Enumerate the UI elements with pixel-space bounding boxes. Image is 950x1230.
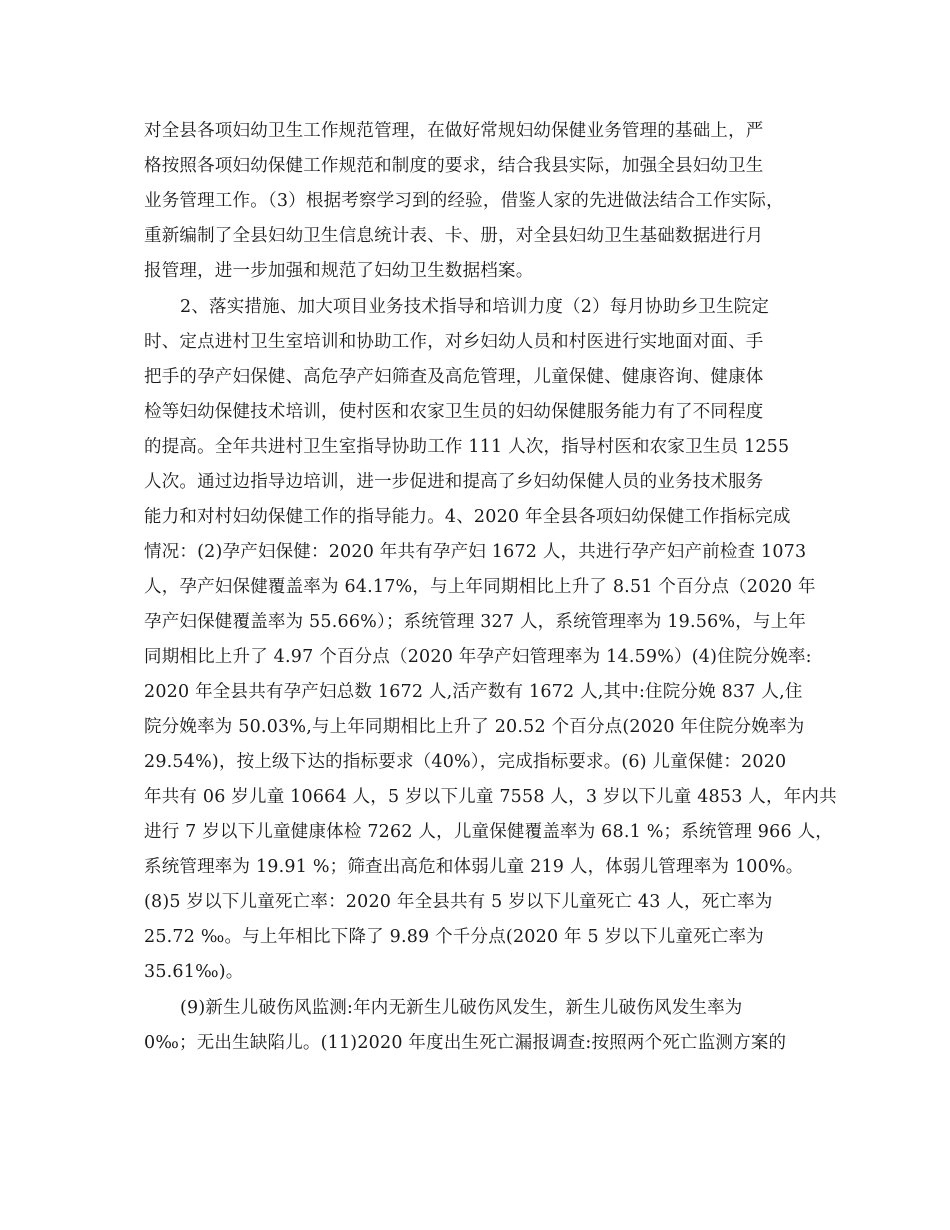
paragraph-line-18: 院分娩率为 50.03%,与上年同期相比上升了 20.52 个百分点(2020 年住院分娩率为 (144, 717, 805, 737)
paragraph-line-17: 2020 年全县共有孕产妇总数 1672 人,活产数有 1672 人,其中:住院分娩 837 人,住 (144, 682, 803, 702)
paragraph-line-3: 业务管理工作。（3）根据考察学习到的经验，借鉴人家的先进做法结合工作实际， (144, 191, 784, 211)
paragraph-line-15: 孕产妇保健覆盖率为 55.66%）；系统管理 327 人，系统管理率为 19.56%，与上年 (144, 612, 807, 632)
paragraph-line-19: 29.54%)，按上级下达的指标要求（40%），完成指标要求。(6) 儿童保健：2020 (144, 752, 787, 772)
paragraph-line-10: 的提高。全年共进村卫生室指导协助工作 111 人次，指导村医和农家卫生员 1255 (144, 437, 790, 457)
paragraph-line-11: 人次。通过边指导边培训，进一步促进和提高了乡妇幼保健人员的业务技术服务 (144, 472, 764, 492)
paragraph-line-4: 重新编制了全县妇幼卫生信息统计表、卡、册，对全县妇幼卫生基础数据进行月 (144, 226, 764, 246)
paragraph-line-1: 对全县各项妇幼卫生工作规范管理，在做好常规妇幼保健业务管理的基础上，严 (144, 121, 764, 141)
paragraph-line-9: 检等妇幼保健技术培训，使村医和农家卫生员的妇幼保健服务能力有了不同程度 (144, 402, 764, 422)
paragraph-line-23: (8)5 岁以下儿童死亡率：2020 年全县共有 5 岁以下儿童死亡 43 人，死亡率为 (144, 892, 773, 912)
paragraph-line-27: 0‰；无出生缺陷儿。(11)2020 年度出生死亡漏报调查:按照两个死亡监测方案的 (144, 1033, 787, 1053)
paragraph-line-14: 人，孕产妇保健覆盖率为 64.17%，与上年同期相比上升了 8.51 个百分点（2020 年 (144, 577, 816, 597)
paragraph-line-6: 2、落实措施、加大项目业务技术指导和培训力度（2）每月协助乡卫生院定 (180, 297, 770, 317)
paragraph-line-20: 年共有 06 岁儿童 10664 人，5 岁以下儿童 7558 人，3 岁以下儿童 4853 人，年内共 (144, 787, 837, 807)
paragraph-line-5: 报管理，进一步加强和规范了妇幼卫生数据档案。 (144, 261, 534, 281)
paragraph-line-12: 能力和对村妇幼保健工作的指导能力。4、2020 年全县各项妇幼保健工作指标完成 (144, 507, 791, 527)
paragraph-line-21: 进行 7 岁以下儿童健康体检 7262 人，儿童保健覆盖率为 68.1 %；系统管理 966 人， (144, 822, 833, 842)
paragraph-line-26: (9)新生儿破伤风监测:年内无新生儿破伤风发生，新生儿破伤风发生率为 (180, 998, 743, 1018)
paragraph-line-2: 格按照各项妇幼保健工作规范和制度的要求，结合我县实际，加强全县妇幼卫生 (144, 156, 764, 176)
paragraph-line-7: 时、定点进村卫生室培训和协助工作，对乡妇幼人员和村医进行实地面对面、手 (144, 332, 764, 352)
paragraph-line-16: 同期相比上升了 4.97 个百分点（2020 年孕产妇管理率为 14.59%）(4)住院分娩率: (144, 647, 812, 667)
paragraph-line-24: 25.72 ‰。与上年相比下降了 9.89 个千分点(2020 年 5 岁以下儿童死亡率为 (144, 927, 764, 947)
paragraph-line-13: 情况：(2)孕产妇保健：2020 年共有孕产妇 1672 人，共进行孕产妇产前检查 1073 (144, 542, 807, 562)
paragraph-line-22: 系统管理率为 19.91 %；筛查出高危和体弱儿童 219 人，体弱儿管理率为 100%。 (144, 857, 804, 877)
paragraph-line-8: 把手的孕产妇保健、高危孕产妇筛查及高危管理，儿童保健、健康咨询、健康体 (144, 367, 764, 387)
paragraph-line-25: 35.61‰)。 (144, 962, 244, 982)
